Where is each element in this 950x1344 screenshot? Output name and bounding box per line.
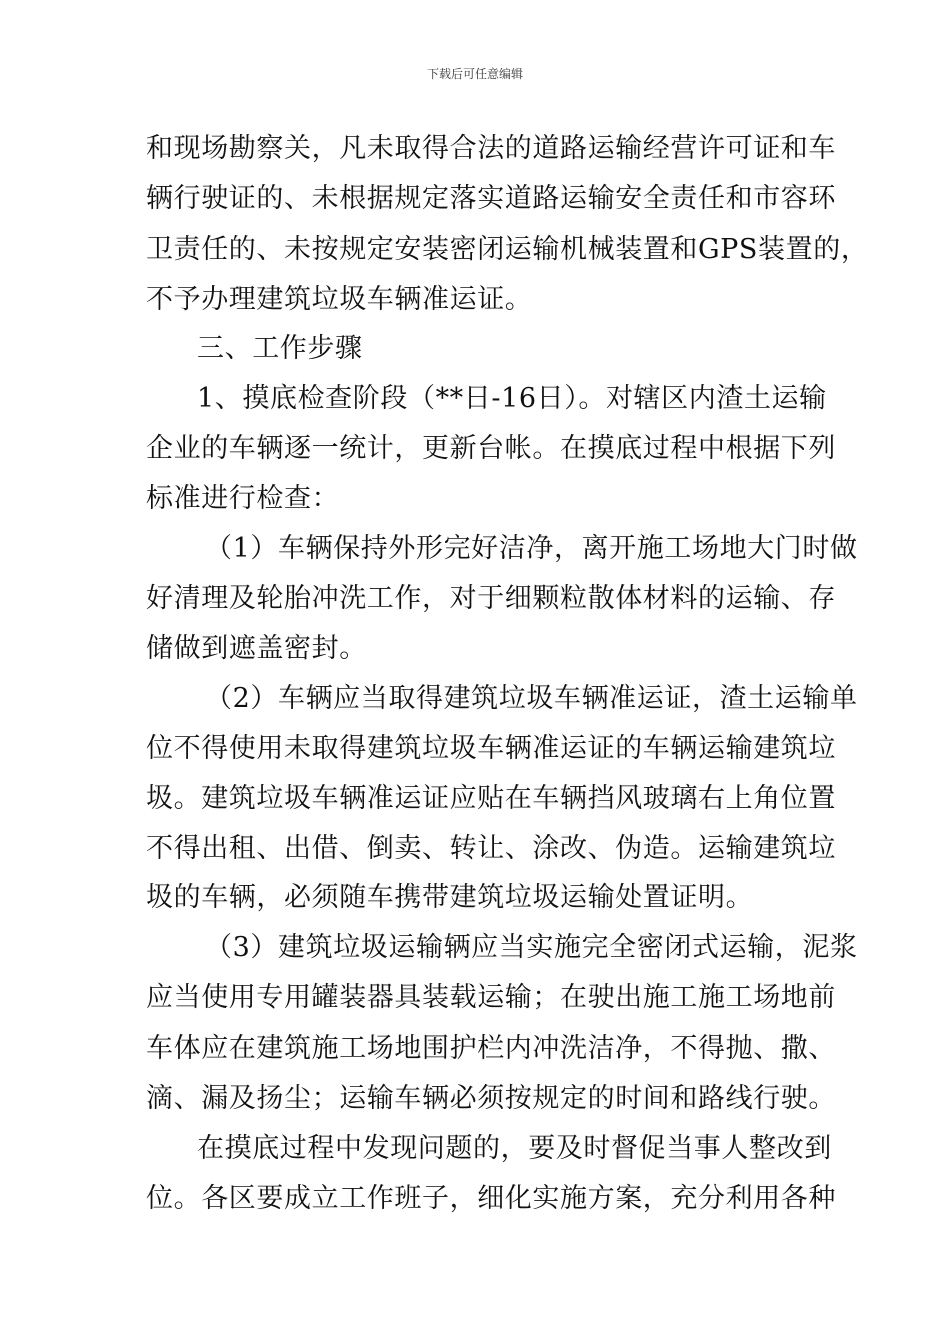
body-line: 1、摸底检查阶段（**日-16日）。对辖区内渣土运输 — [197, 383, 827, 414]
body-line: 不予办理建筑垃圾车辆准运证。 — [146, 284, 533, 315]
body-line: 圾的车辆，必须随车携带建筑垃圾运输处置证明。 — [146, 882, 754, 913]
body-line: 企业的车辆逐一统计，更新台帐。在摸底过程中根据下列 — [146, 433, 836, 464]
body-line: 圾。建筑垃圾车辆准运证应贴在车辆挡风玻璃右上角位置 — [146, 783, 836, 814]
body-line: 辆行驶证的、未根据规定落实道路运输安全责任和市容环 — [146, 183, 836, 214]
section-heading: 三、工作步骤 — [197, 333, 363, 364]
body-line: 和现场勘察关，凡未取得合法的道路运输经营许可证和车 — [146, 133, 836, 164]
body-line: 应当使用专用罐装器具装载运输；在驶出施工施工场地前 — [146, 982, 836, 1013]
body-line: （1）车辆保持外形完好洁净，离开施工场地大门时做 — [205, 533, 858, 564]
body-line: 在摸底过程中发现问题的，要及时督促当事人整改到 — [197, 1133, 832, 1164]
body-line: 车体应在建筑施工场地围护栏内冲洗洁净，不得抛、撒、 — [146, 1033, 836, 1064]
body-line: 位。各区要成立工作班子，细化实施方案，充分利用各种 — [146, 1183, 836, 1214]
body-line: （2）车辆应当取得建筑垃圾车辆准运证，渣土运输单 — [205, 683, 858, 714]
body-line: 滴、漏及扬尘；运输车辆必须按规定的时间和路线行驶。 — [146, 1083, 836, 1114]
page-header: 下载后可任意编辑 — [426, 67, 523, 81]
body-line: 标准进行检查： — [146, 483, 340, 514]
body-line: 卫责任的、未按规定安装密闭运输机械装置和GPS装置的， — [146, 234, 869, 265]
body-line: 不得出租、出借、倒卖、转让、涂改、伪造。运输建筑垃 — [146, 833, 836, 864]
body-line: 储做到遮盖密封。 — [146, 633, 367, 664]
body-line: 位不得使用未取得建筑垃圾车辆准运证的车辆运输建筑垃 — [146, 733, 836, 764]
body-line: （3）建筑垃圾运输辆应当实施完全密闭式运输，泥浆 — [205, 932, 858, 963]
body-line: 好清理及轮胎冲洗工作，对于细颗粒散体材料的运输、存 — [146, 583, 836, 614]
